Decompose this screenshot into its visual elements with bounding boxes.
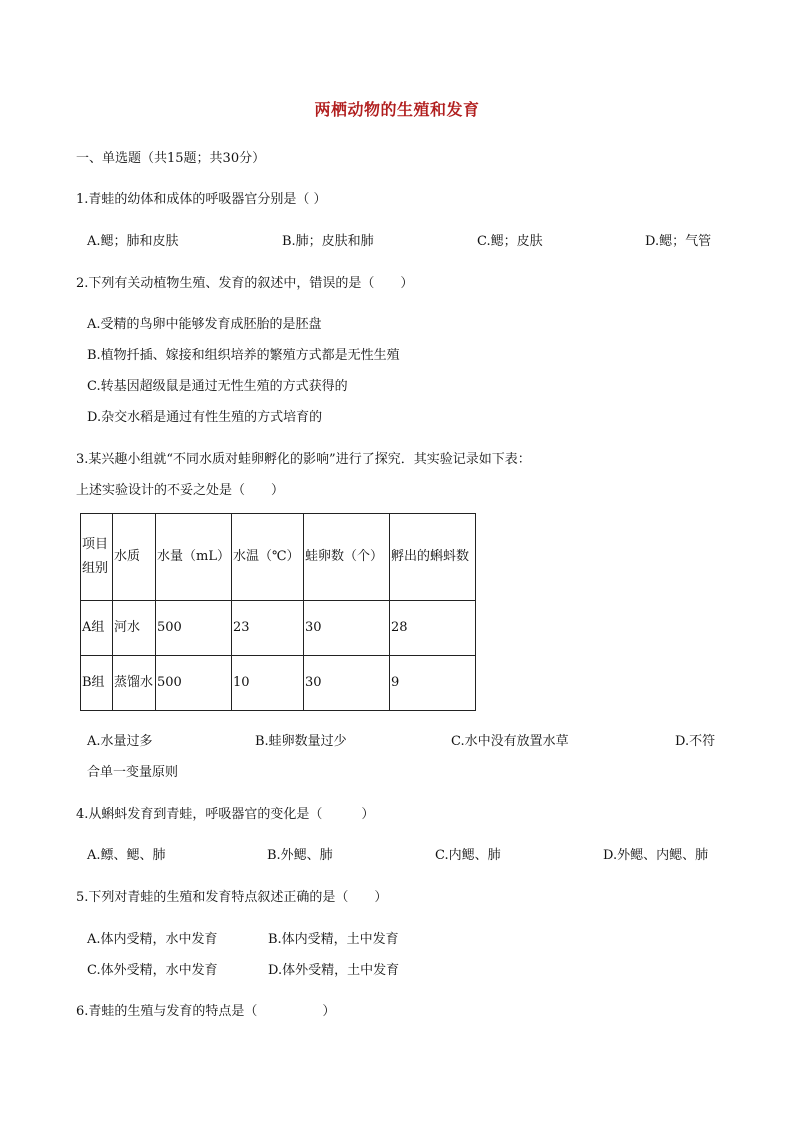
q2-option-d: D.杂交水稻是通过有性生殖的方式培育的 [87, 410, 323, 425]
table-header-cell: 蛙卵数（个） [304, 514, 390, 601]
table-cell: A组 [81, 601, 113, 656]
q2-option-a: A.受精的鸟卵中能够发育成胚胎的是胚盘 [87, 317, 322, 332]
q1-option-d: D.鳃；气管 [645, 234, 712, 249]
question-2-stem: 2.下列有关动植物生殖、发育的叙述中，错误的是（ ） [76, 276, 414, 291]
q5-option-a: A.体内受精，水中发育 [87, 932, 218, 947]
table-cell: 28 [390, 601, 476, 656]
table-cell: 500 [156, 601, 232, 656]
table-header-cell: 水质 [113, 514, 156, 601]
q4-option-c: C.内鳃、肺 [435, 848, 501, 863]
question-1-stem: 1.青蛙的幼体和成体的呼吸器官分别是（ ） [76, 192, 327, 207]
q4-option-a: A.鳔、鳃、肺 [87, 848, 166, 863]
page-title: 两栖动物的生殖和发育 [314, 100, 480, 119]
table-header-cell: 水量（mL） [156, 514, 232, 601]
table-header-cell [81, 514, 113, 601]
table-header-cell: 孵出的蝌蚪数 [390, 514, 476, 601]
q3-option-d-continued: 合单一变量原则 [87, 765, 179, 780]
question-6-stem: 6.青蛙的生殖与发育的特点是（ ） [76, 1004, 336, 1019]
q4-option-d: D.外鳃、内鳃、肺 [603, 848, 709, 863]
table-row [81, 601, 476, 656]
table-header-row [81, 514, 476, 601]
q2-option-c: C.转基因超级鼠是通过无性生殖的方式获得的 [87, 379, 348, 394]
table-cell: 23 [232, 601, 304, 656]
table-cell: 10 [232, 656, 304, 711]
q1-option-a: A.鳃；肺和皮肤 [87, 234, 179, 249]
q1-option-b: B.肺；皮肤和肺 [282, 234, 374, 249]
q2-option-b: B.植物扦插、嫁接和组织培养的繁殖方式都是无性生殖 [87, 348, 400, 363]
q1-option-c: C.鳃；皮肤 [477, 234, 543, 249]
table-cell: 30 [304, 656, 390, 711]
q4-option-b: B.外鳃、肺 [267, 848, 333, 863]
table-cell: 蒸馏水 [113, 656, 156, 711]
header-line-2: 组别 [82, 561, 109, 576]
table-cell: 500 [156, 656, 232, 711]
q3-option-d: D.不符 [675, 734, 716, 749]
q5-option-b: B.体内受精，土中发育 [268, 932, 399, 947]
q5-option-d: D.体外受精，土中发育 [268, 963, 400, 978]
q3-option-b: B.蛙卵数量过少 [255, 734, 347, 749]
table-row [81, 656, 476, 711]
table-cell: B组 [81, 656, 113, 711]
q5-option-c: C.体外受精，水中发育 [87, 963, 218, 978]
table-cell: 河水 [113, 601, 156, 656]
q3-option-a: A.水量过多 [87, 734, 153, 749]
table-cell: 30 [304, 601, 390, 656]
q3-option-c: C.水中没有放置水草 [451, 734, 569, 749]
question-4-stem: 4.从蝌蚪发育到青蛙，呼吸器官的变化是（ ） [76, 807, 375, 822]
question-3-stem-2: 上述实验设计的不妥之处是（ ） [76, 483, 285, 498]
table-header-cell: 水温（℃） [232, 514, 304, 601]
experiment-table [80, 513, 476, 711]
table-cell: 9 [390, 656, 476, 711]
question-3-stem: 3.某兴趣小组就“不同水质对蛙卵孵化的影响”进行了探究．其实验记录如下表： [76, 452, 531, 467]
section-heading: 一、单选题（共15题；共30分） [76, 151, 266, 166]
question-5-stem: 5.下列对青蛙的生殖和发育特点叙述正确的是（ ） [76, 890, 388, 905]
header-line-1: 项目 [82, 537, 109, 552]
